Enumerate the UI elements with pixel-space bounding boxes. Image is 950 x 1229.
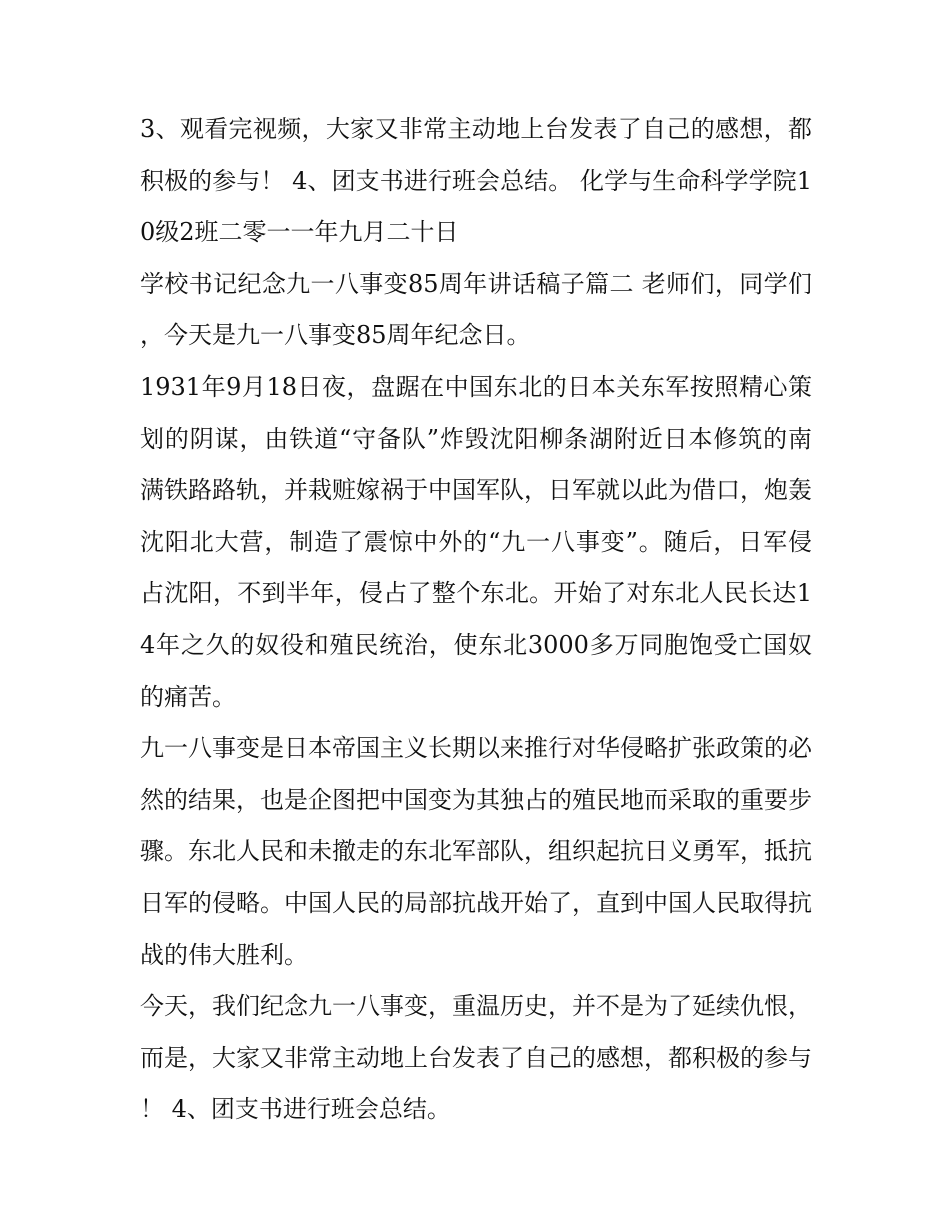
paragraph-class-meeting-ending: 3、观看完视频，大家又非常主动地上台发表了自己的感想，都积极的参与！ 4、团支书进行班会总结。 化学与生命科学学院10级2班二零一一年九月二十日 xyxy=(140,115,812,247)
paragraph-commemoration: 今天，我们纪念九一八事变，重温历史，并不是为了延续仇恨，而是，大家又非常主动地上台发表了自己的感想，都积极的参与！ 4、团支书进行班会总结。 xyxy=(140,992,812,1124)
paragraph-speech-title: 学校书记纪念九一八事变85周年讲话稿子篇二 老师们，同学们，今天是九一八事变85周年纪念日。 xyxy=(140,269,812,350)
document-page xyxy=(140,104,812,1136)
paragraph-history-1931: 1931年9月18日夜，盘踞在中国东北的日本关东军按照精心策划的阴谋，由铁道“守备队”炸毁沈阳柳条湖附近日本修筑的南满铁路路轨，并栽赃嫁祸于中国军队，日军就以此为借口，炮轰沈阳北大营，制造了震惊中外的“九一八事变”。随后，日军侵占沈阳，不到半年，侵占了整个东北。开始了对东北人民长达14年之久的奴役和殖民统治，使东北3000多万同胞饱受亡国奴的痛苦。 xyxy=(140,372,812,711)
paragraph-incident-significance: 九一八事变是日本帝国主义长期以来推行对华侵略扩张政策的必然的结果，也是企图把中国变为其独占的殖民地而采取的重要步骤。东北人民和未撤走的东北军部队，组织起抗日义勇军，抵抗日军的侵略。中国人民的局部抗战开始了，直到中国人民取得抗战的伟大胜利。 xyxy=(140,734,812,969)
